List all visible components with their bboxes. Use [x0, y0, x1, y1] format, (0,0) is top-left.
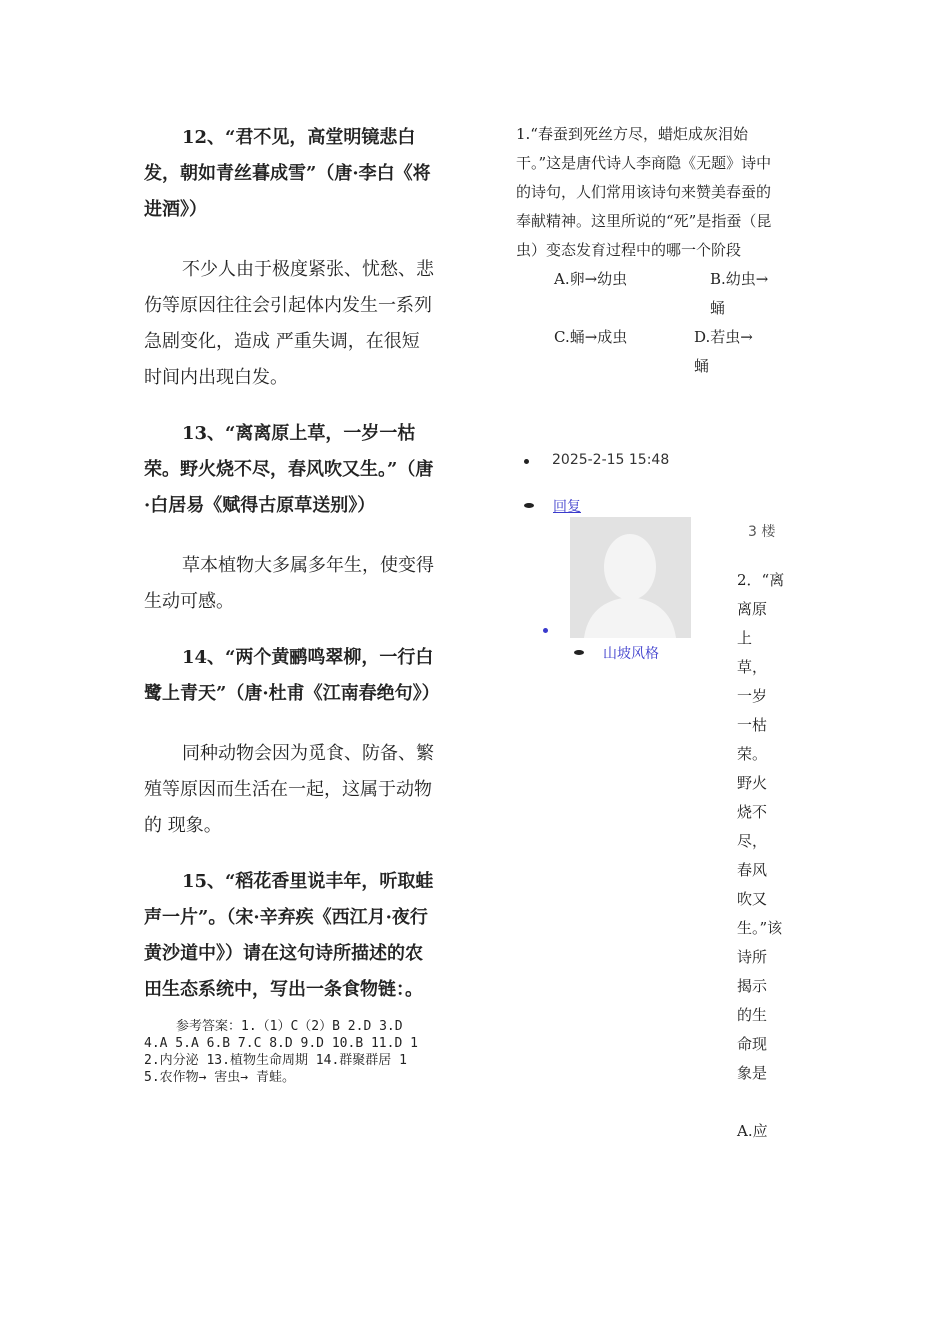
left-column: [144, 120, 440, 1086]
option-c: C.蛹→成虫: [554, 328, 628, 346]
user-avatar[interactable]: [570, 517, 691, 638]
q14-body: 同种动物会因为觅食、防备、繁殖等原因而生活在一起，这属于动物的 现象。: [144, 743, 434, 836]
option-b: B.幼虫→蛹: [710, 270, 769, 317]
right-column: [516, 120, 776, 381]
option-d: D.若虫→蛹: [694, 328, 753, 375]
bullet-dot: [543, 628, 548, 633]
q13-title: 13、“离离原上草，一岁一枯荣。野火烧不尽，春风吹又生。”（唐·白居易《赋得古原草送别》）: [144, 423, 434, 516]
post-timestamp: 2025-2-15 15:48: [552, 452, 670, 468]
bullet-dot: [524, 503, 534, 508]
q13-body: 草本植物大多属多年生，使变得生动可感。: [144, 555, 434, 612]
q14-title: 14、“两个黄鹂鸣翠柳，一行白鹭上青天”（唐·杜甫《江南春绝句》）: [144, 647, 440, 704]
bullet-dot: [574, 650, 584, 655]
q2-option: A.应: [737, 1122, 768, 1140]
q1-text: 1.“春蚕到死丝方尽，蜡炬成灰泪始干。”这是唐代诗人李商隐《无题》诗中的诗句，人们常用该诗句来赞美春蚕的奉献精神。这里所说的“死”是指蚕（昆虫）变态发育过程中的哪一个阶段: [516, 125, 772, 259]
q15-title: 15、“稻花香里说丰年，听取蛙声一片”。（宋·辛弃疾《西江月·夜行黄沙道中》）请在这句诗所描述的农田生态系统中，写出一条食物链：。: [144, 871, 434, 1000]
options-row-1: [516, 265, 776, 323]
option-a: A.卵→幼虫: [554, 270, 628, 288]
reply-link[interactable]: 回复: [553, 499, 581, 515]
avatar-silhouette-icon: [570, 517, 691, 638]
q2-text: 2．“离离原上草，一岁一枯荣。野火烧不尽，春风吹又生。”该诗所揭示的生命现象是: [737, 571, 785, 1082]
q12-title: 12、“君不见，高堂明镜悲白发，朝如青丝暮成雪”（唐·李白《将进酒》）: [144, 127, 431, 220]
bullet-dot: [524, 459, 529, 464]
answer-key: 参考答案：1.（1）C（2）B 2.D 3.D 4.A 5.A 6.B 7.C 8.D 9.D 10.B 11.D 12.内分泌 13.植物生命周期 14.群聚群居 15.农作物→ 害虫→ 青蛙。: [144, 1019, 418, 1085]
username-link[interactable]: 山坡风格: [603, 646, 659, 662]
options-row-2: [516, 323, 776, 381]
q12-body: 不少人由于极度紧张、忧愁、悲伤等原因往往会引起体内发生一系列急剧变化，造成 严重失调，在很短时间内出现白发。: [144, 259, 434, 388]
floor-number: 3 楼: [748, 524, 776, 540]
q2-narrow-text: [737, 566, 785, 1146]
